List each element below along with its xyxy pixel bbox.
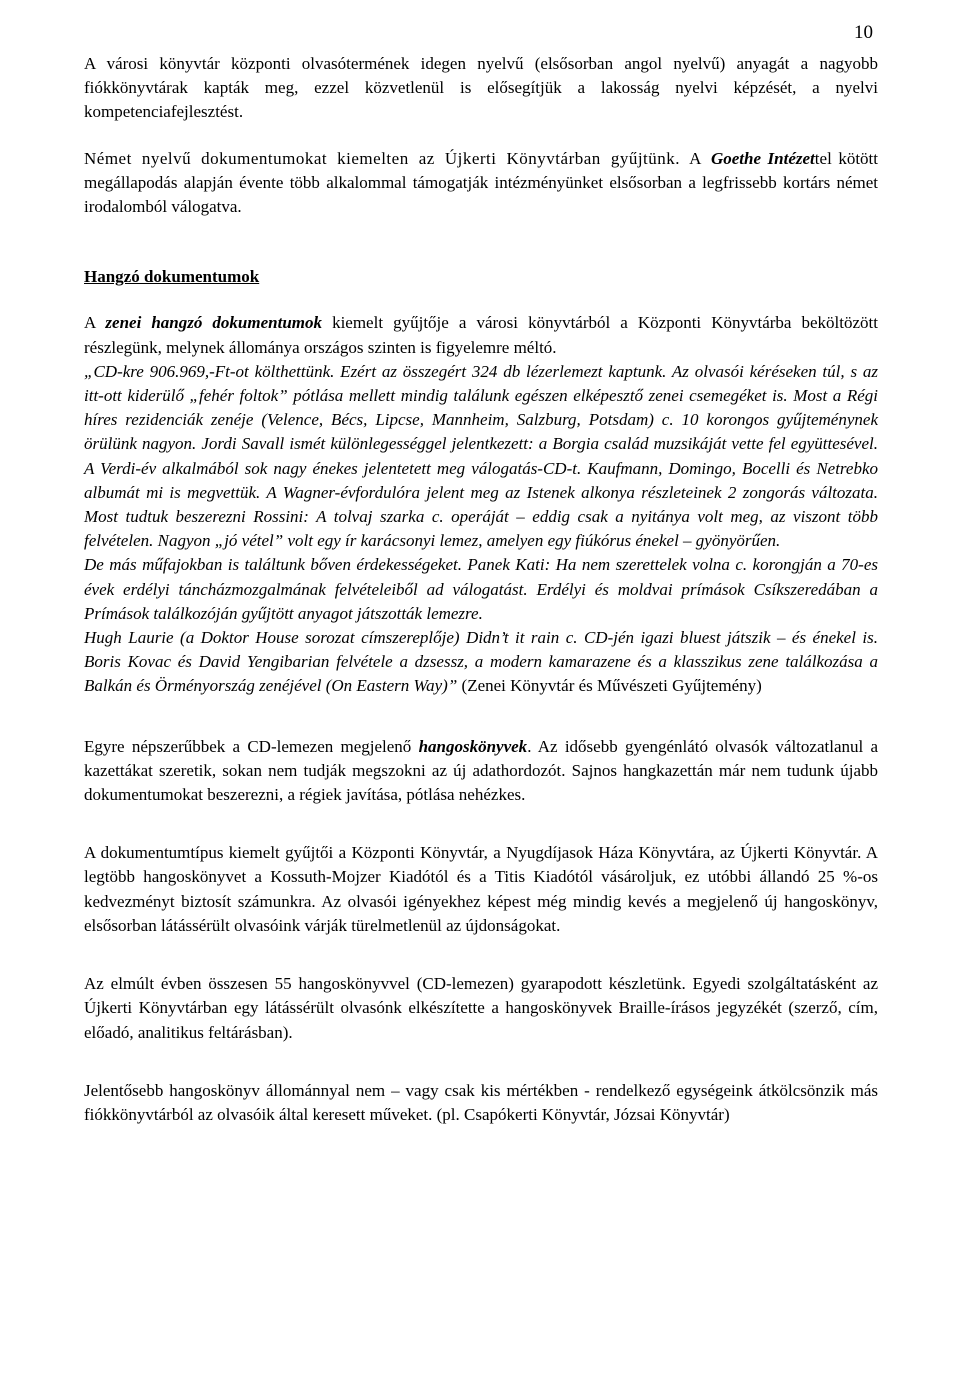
page-content bbox=[84, 52, 878, 1127]
paragraph-foreign-language: A városi könyvtár központi olvasótermének idegen nyelvű (elsősorban angol nyelvű) anyagát a nagyobb fiókkönyvtárak kapták meg, ezzel közvetlenül is elősegítjük a lakosság nyelvi képzését, a nyelvi kompetenciafejlesztést. bbox=[84, 54, 878, 122]
paragraph-interlending: Jelentősebb hangoskönyv állománnyal nem – vagy csak kis mértékben - rendelkező egységeink átkölcsönzik más fiókkönyvtárból az olvasóik által keresett műveket. (pl. Csapókerti Könyvtár, Józsai Könyvtár) bbox=[84, 1080, 878, 1124]
text-run: Egyre népszerűbbek a CD-lemezen megjelenő bbox=[84, 736, 419, 756]
paragraph-german-documents bbox=[84, 147, 878, 220]
source-note: (Zenei Könyvtár és Művészeti Gyűjtemény) bbox=[457, 676, 762, 696]
paragraph-audiobooks bbox=[84, 735, 878, 808]
paragraph-growth: Az elmúlt évben összesen 55 hangoskönyvvel (CD-lemezen) gyarapodott készletünk. Egyedi szolgáltatásként az Újkerti Könyvtárban egy látássérült olvasónk elkészítette a hangoskönyvek Braille-írásos jegyzékét (szerző, cím, előadó, analitikus feltárásban). bbox=[84, 974, 878, 1042]
paragraph-cd-purchases bbox=[84, 360, 878, 554]
quote-cd-purchases: „CD-kre 906.969,-Ft-ot költhettünk. Ezért az összegért 324 db lézerlemezt kaptunk. Az olvasói kéréseken túl, s az itt-ott kiderülő „fehér foltok” pótlása mellett mindig találunk egészen elképesztő zenei csemegéket is. Most a Régi híres rezidenciák zenéje (Velence, Bécs, Lipcse, Mannheim, Salzburg, Potsdam) c. 10 korongos gyűjteménynek örülünk nagyon. Jordi Savall ismét különlegességgel jelentkezett: a Borgia család muzsikáját vette fel együttesével. A Verdi-év alkalmából sok nagy énekes jelentetett meg válogatás-CD-t. Kaufmann, Domingo, Bocelli és Netrebko albumát mi is megvettük. A Wagner-évfordulóra jelent meg az Istenek alkonya részleteinek 2 zongorás változata. Most tudtuk beszerezni Rossini: A tolvaj szarka c. operáját – eddig csak a nyitánya volt meg, az viszont több felvételen. Nagyon „jó vétel” volt egy ír karácsonyi lemez, amelyen egy fiúkórus énekel – gyönyörűen. bbox=[84, 361, 878, 551]
text-run: tel kötött megállapodás alapján évente több alkalommal támogatják intézményünket elsősorban a legfrissebb kortárs német irodalomból válogatva. bbox=[84, 148, 878, 217]
emphasis-audiobooks: hangoskönyvek bbox=[418, 736, 528, 756]
text-run: A bbox=[84, 313, 106, 333]
paragraph-music-documents bbox=[84, 311, 878, 359]
emphasis-goethe: Goethe Intézet bbox=[710, 148, 815, 168]
text-run: Német nyelvű dokumentumokat kiemelten az Újkerti Könyvtárban gyűjtünk. A bbox=[84, 148, 711, 168]
paragraph-other-genres bbox=[84, 553, 878, 626]
quote-hugh-laurie: Hugh Laurie (a Doktor House sorozat címszereplője) Didn’t it rain c. CD-jén igazi bluest játszik – és énekel is. Boris Kovac és David Yengibarian felvétele a dzsessz, a modern kamarazene és a klasszikus zene találkozása a Balkán és Örményország zenéjével (On Eastern Way)” bbox=[84, 628, 878, 696]
text-run: kiemelt gyűjtője a városi könyvtárból a Központi Könyvtárba beköltözött részlegünk, melynek állománya országos szinten is figyelemre méltó. bbox=[84, 313, 878, 357]
page-number: 10 bbox=[854, 22, 873, 43]
quote-other-genres: De más műfajokban is találtunk bőven érdekességeket. Panek Kati: Ha nem szerettelek volna c. korongján a 70-es évek erdélyi táncházmozgalmának felvételeiből ad válogatást. Erdélyi és moldvai prímások Csíkszeredában a Prímások találkozóján gyűjtött anyagot játszották lemezre. bbox=[84, 555, 878, 623]
section-heading: Hangzó dokumentumok bbox=[84, 267, 260, 287]
emphasis-music: zenei hangzó dokumentumok bbox=[105, 313, 323, 333]
text-run: . Az idősebb gyengénlátó olvasók változatlanul a kazettákat szeretik, sokan nem tudják megszokni az új adathordozót. Sajnos hangkazettán már nem tudunk újabb dokumentumokat beszerezni, a régiek javítása, pótlása nehézkes. bbox=[84, 736, 879, 805]
paragraph-collectors: A dokumentumtípus kiemelt gyűjtői a Központi Könyvtár, a Nyugdíjasok Háza Könyvtára, az Újkerti Könyvtár. A legtöbb hangoskönyvet a Kossuth-Mojzer Kiadótól és a Titis Kiadótól vásároljuk, ez utóbbi állandó 25 %-os kedvezményt biztosít számunkra. Az olvasói igényekhez képest még mindig kevés a megjelenő új hangoskönyv, elsősorban látássérült olvasóink várják türelmetlenül az újdonságokat. bbox=[84, 843, 878, 935]
paragraph-hugh-laurie bbox=[84, 626, 878, 699]
